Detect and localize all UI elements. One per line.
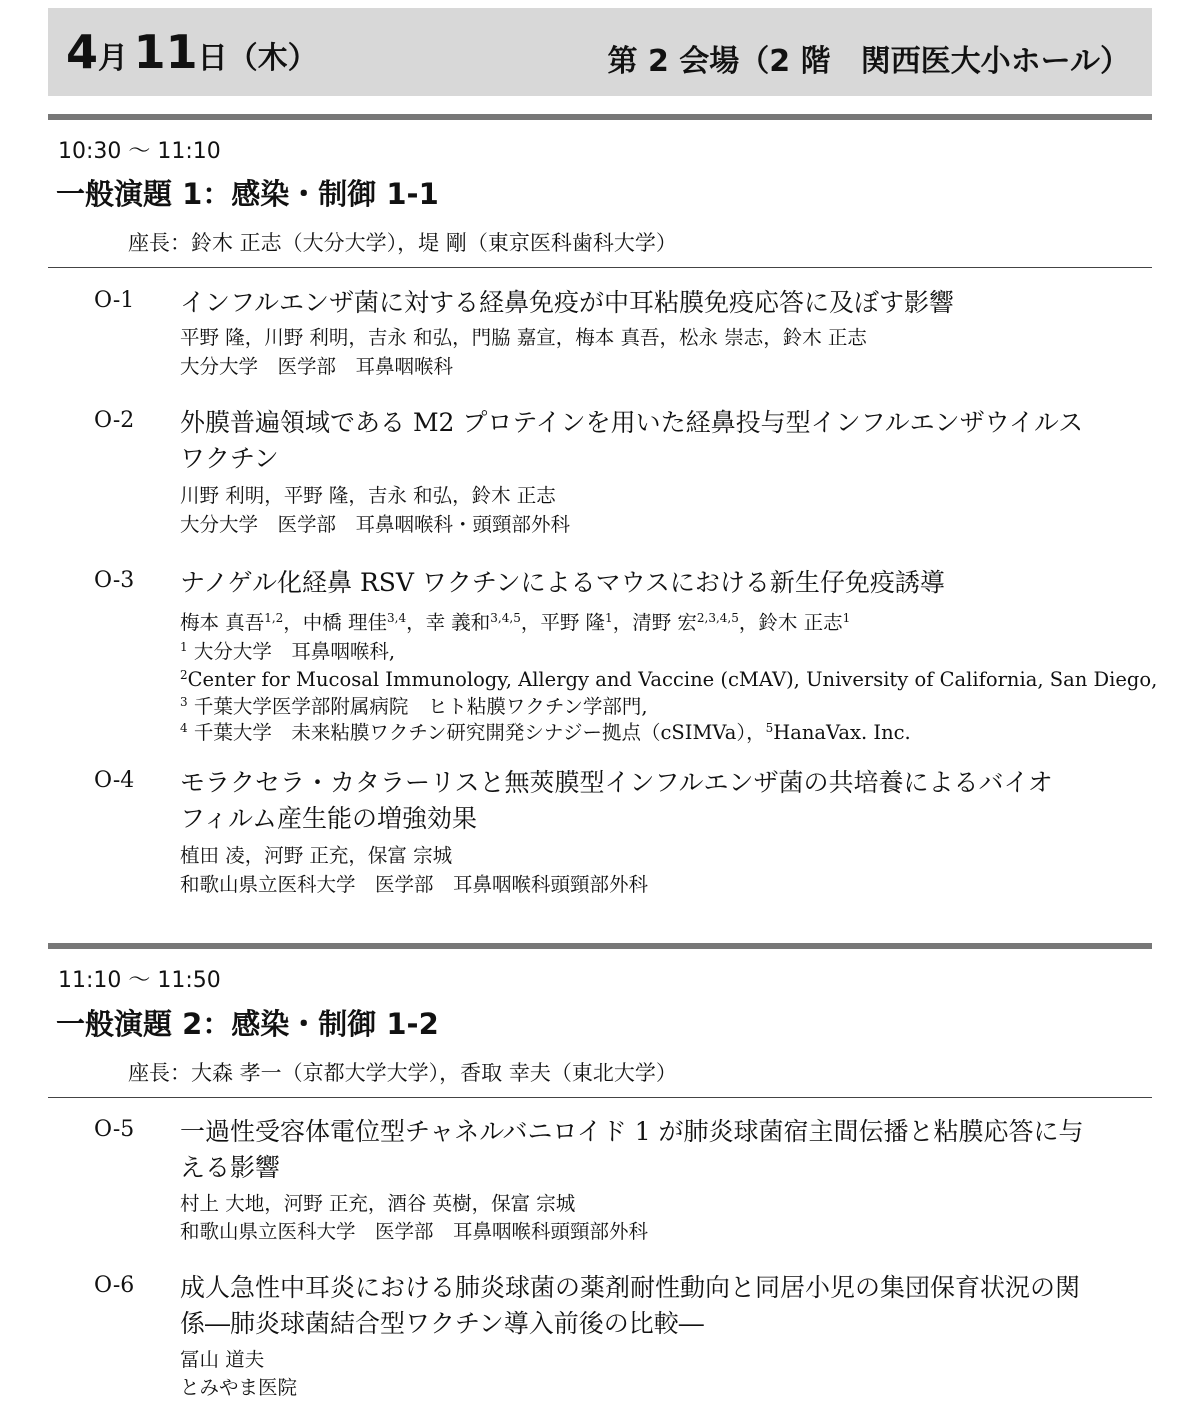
affiliation-text: HanaVax. Inc. [773,721,911,744]
presentation-title-line-1: モラクセラ・カタラーリスと無莢膜型インフルエンザ菌の共培養によるバイオ [180,768,1053,797]
presentation-authors: 植田 凌，河野 正充，保富 宗城 [180,844,453,867]
session-title: 一般演題 1：感染・制御 1-1 [56,177,439,211]
presentation-id: O-2 [94,408,135,433]
author-affiliation-marker: 1,2 [264,611,284,625]
date-day-number: 11 [133,25,198,79]
date-month-unit: 月 [98,41,129,76]
presentation-affiliation: 大分大学 医学部 耳鼻咽喉科・頭頸部外科 [180,513,571,536]
author: ，平野 隆 [520,611,606,634]
presentation-title-line-2: ワクチン [180,444,279,473]
affiliation-marker: 5 [765,721,774,735]
date-weekday: （木） [227,41,318,76]
presentation-authors: 冨山 道夫 [180,1348,265,1371]
session-time: 11:10 〜 11:50 [58,968,221,993]
session-chair: 座長：鈴木 正志（大分大学），堤 剛（東京医科歯科大学） [128,231,677,255]
presentation-authors: 平野 隆，川野 利明，吉永 和弘，門脇 嘉宣，梅本 真吾，松永 崇志，鈴木 正志 [180,326,867,349]
venue-title: 第 2 会場（2 階 関西医大小ホール） [607,44,1130,79]
affiliation-marker: 2 [180,668,188,682]
author: ，幸 義和 [406,611,491,634]
presentation-title-line-1: 外膜普遍領域である M2 プロテインを用いた経鼻投与型インフルエンザウイルス [180,408,1084,437]
affiliation-text: 大分大学 耳鼻咽喉科, [187,640,396,663]
affiliation-marker: 3 [180,695,188,709]
author: ，鈴木 正志 [738,611,843,634]
presentation-affiliation: とみやま医院 [180,1376,298,1399]
page-header [48,8,1152,96]
section-rule [48,267,1152,268]
affiliation-text: Center for Mucosal Immunology, Allergy and Vaccine (cMAV), University of California, San Diego, [187,668,1158,691]
author-affiliation-marker: 1 [605,611,613,625]
session-divider [48,943,1152,949]
affiliation-marker: 1 [180,640,188,654]
author-affiliation-marker: 2,3,4,5 [696,611,739,625]
session-time: 10:30 〜 11:10 [58,139,221,164]
section-rule [48,1097,1152,1098]
presentation-title-line-2: フィルム産生能の増強効果 [180,804,478,833]
presentation-id: O-4 [94,768,135,793]
session-title: 一般演題 2：感染・制御 1-2 [56,1007,439,1041]
affiliation-text: 千葉大学医学部附属病院 ヒト粘膜ワクチン学部門, [187,695,648,718]
affiliation-marker: 4 [180,721,188,735]
date-month-number: 4 [66,25,99,79]
presentation-title-line-1: 成人急性中耳炎における肺炎球菌の薬剤耐性動向と同居小児の集団保育状況の関 [180,1273,1081,1302]
presentation-title-line-2: 係―肺炎球菌結合型ワクチン導入前後の比較― [180,1309,704,1338]
presentation-title: インフルエンザ菌に対する経鼻免疫が中耳粘膜免疫応答に及ぼす影響 [180,288,955,317]
presentation-title-line-1: 一過性受容体電位型チャネルバニロイド 1 が肺炎球菌宿主間伝播と粘膜応答に与 [180,1117,1084,1146]
affiliation-line [180,715,911,746]
author-affiliation-marker: 3,4,5 [490,611,521,625]
presentation-title-line-2: える影響 [180,1153,281,1182]
session-chair: 座長：大森 孝一（京都大学大学），香取 幸夫（東北大学） [128,1061,677,1085]
presentation-affiliation: 和歌山県立医科大学 医学部 耳鼻咽喉科頭頸部外科 [180,873,649,896]
presentation-affiliation: 和歌山県立医科大学 医学部 耳鼻咽喉科頭頸部外科 [180,1220,649,1243]
session-divider [48,114,1152,120]
date-heading [66,22,318,93]
author: 梅本 真吾 [180,611,265,634]
presentation-authors [180,604,850,637]
author: ，清野 宏 [612,611,697,634]
presentation-affiliation: 大分大学 医学部 耳鼻咽喉科 [180,355,454,378]
author-affiliation-marker: 1 [842,611,851,625]
affiliation-line [180,634,395,665]
presentation-id: O-3 [94,568,135,593]
presentation-id: O-5 [94,1117,135,1142]
presentation-authors: 村上 大地，河野 正充，酒谷 英樹，保富 宗城 [180,1192,576,1215]
presentation-id: O-6 [94,1273,135,1298]
author-affiliation-marker: 3,4 [387,611,407,625]
presentation-authors: 川野 利明，平野 隆，吉永 和弘，鈴木 正志 [180,484,556,507]
author: ，中橋 理佳 [283,611,387,634]
presentation-title: ナノゲル化経鼻 RSV ワクチンによるマウスにおける新生仔免疫誘導 [180,568,945,597]
presentation-id: O-1 [94,288,135,313]
affiliation-text: 千葉大学 未来粘膜ワクチン研究開発シナジー拠点（cSIMVa）， [187,721,766,744]
date-day-unit: 日 [197,41,228,76]
